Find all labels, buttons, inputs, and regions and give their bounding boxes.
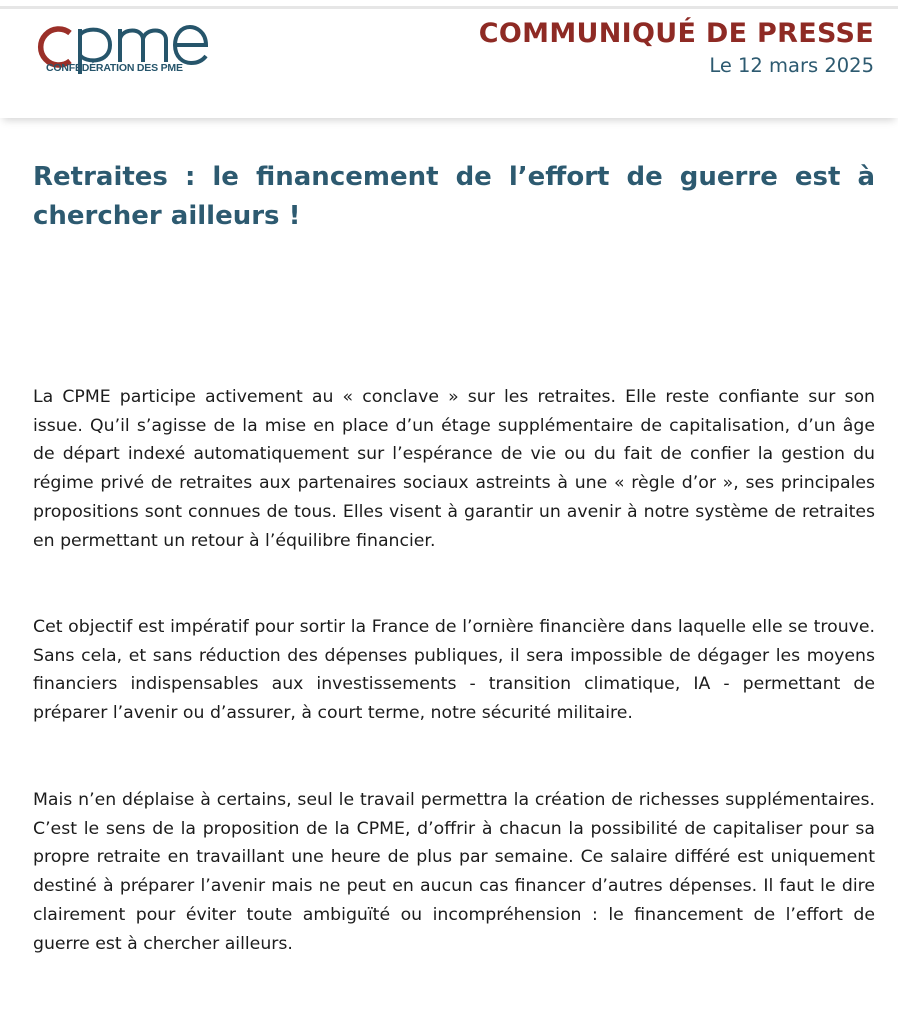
logo-subtitle: CONFÉDÉRATION DES PME bbox=[46, 62, 183, 74]
header-top-rule bbox=[0, 6, 898, 9]
article-paragraph: La CPME participe activement au « conclave » sur les retraites. Elle reste confiante sur son issue. Qu’il s’agisse de la mise en place d’un étage supplémentaire de capitalisation, d’un âge de départ indexé automatiquement sur l’espérance de vie ou du fait de confier la gestion du régime privé de retraites aux partenaires sociaux astreints à une « règle d’or », ses principales propositions sont connues de tous. Elles visent à garantir un avenir à notre système de retraites en permettant un retour à l’équilibre financier. bbox=[33, 387, 875, 551]
article-headline: Retraites : le financement de l’effort de guerre est à chercher ailleurs ! bbox=[33, 162, 875, 231]
press-release-header bbox=[0, 0, 898, 118]
press-release-date: Le 12 mars 2025 bbox=[709, 54, 874, 77]
press-release-title: COMMUNIQUÉ DE PRESSE bbox=[478, 18, 874, 49]
article-paragraph: Mais n’en déplaise à certains, seul le travail permettra la création de richesses supplémentaires. C’est le sens de la proposition de la CPME, d’offrir à chacun la possibilité de capitaliser pour sa propre retraite en travaillant une heure de plus par semaine. Ce salaire différé est uniquement destiné à préparer l’avenir mais ne peut en aucun cas financer d’autres dépenses. Il faut le dire clairement pour éviter toute ambiguïté ou incompréhension : le financement de l’effort de guerre est à chercher ailleurs. bbox=[33, 790, 875, 954]
article-paragraph: Cet objectif est impératif pour sortir la France de l’ornière financière dans laquelle elle se trouve. Sans cela, et sans réduction des dépenses publiques, il sera impossible de dégager les moyens financiers indispensables aux investissements - transition climatique, IA - permettant de préparer l’avenir ou d’assurer, à court terme, notre sécurité militaire. bbox=[33, 617, 875, 724]
